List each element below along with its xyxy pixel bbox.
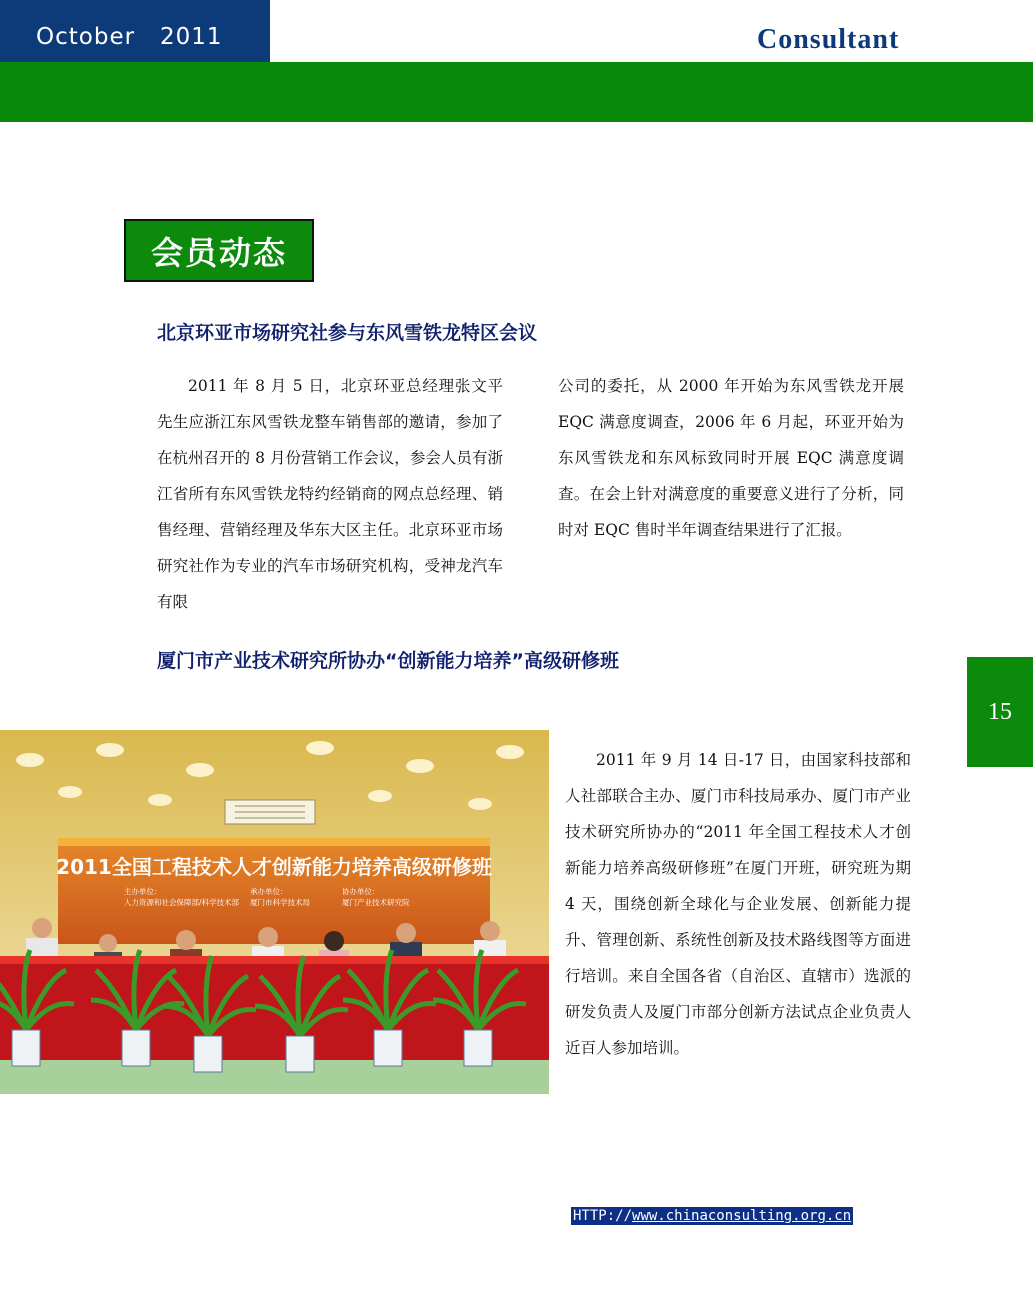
header-band bbox=[0, 62, 1033, 122]
banner-title: 2011全国工程技术人才创新能力培养高级研修班 bbox=[56, 855, 492, 879]
banner-org1-name: 人力资源和社会保障部/科学技术部 bbox=[124, 898, 240, 907]
page-number-tab: 15 bbox=[967, 657, 1033, 767]
article-2-body: 2011 年 9 月 14 日-17 日，由国家科技部和人社部联合主办、厦门市科技局承办、厦门市产业技术研究所协办的“2011 年全国工程技术人才创新能力培养高级研修班”在厦门开班，研究班为期 4 天，围绕创新全球化与企业发展、创新能力提升、管理创新、系统性创新及技术路线图等方面进行培训。来自全国各省（自治区、直辖市）选派的研发负责人及厦门市部分创新方法试点企业负责人近百人参加培训。 bbox=[565, 751, 911, 1057]
article-title-2: 厦门市产业技术研究所协办“创新能力培养”高级研修班 bbox=[157, 650, 619, 672]
banner-org1-label: 主办单位： bbox=[124, 887, 162, 896]
article-1-column-2: 公司的委托，从 2000 年开始为东风雪铁龙开展 EQC 满意度调查，2006 年 6 月起，环亚开始为东风雪铁龙和东风标致同时开展 EQC 满意度调查。在会上针对满意度的重要意义进行了分析，同时对 EQC 售时半年调查结果进行了汇报。 bbox=[558, 377, 904, 539]
article-title-1: 北京环亚市场研究社参与东风雪铁龙特区会议 bbox=[157, 322, 538, 344]
seminar-photo-illustration bbox=[0, 730, 549, 1094]
article-1-column-1: 2011 年 8 月 5 日，北京环亚总经理张文平先生应浙江东风雪铁龙整车销售部的邀请，参加了在杭州召开的 8 月份营销工作会议，参会人员有浙江省所有东风雪铁龙特约经销商的网点总经理、销售经理、营销经理及华东大区主任。北京环亚市场研究社作为专业的汽车市场研究机构，受神龙汽车有限 bbox=[157, 377, 503, 611]
footer-url-prefix: HTTP:// bbox=[573, 1208, 633, 1224]
footer-url[interactable] bbox=[571, 1207, 853, 1225]
magazine-title: Consultant bbox=[757, 24, 900, 55]
seminar-photo bbox=[0, 730, 549, 1094]
section-title: 会员动态 bbox=[124, 219, 314, 282]
issue-date: October 2011 bbox=[0, 0, 270, 62]
banner-org2-label: 承办单位： bbox=[250, 887, 288, 896]
banner-org3-name: 厦门产业技术研究院 bbox=[342, 898, 410, 907]
banner-org3-label: 协办单位： bbox=[342, 887, 380, 896]
banner-org2-name: 厦门市科学技术局 bbox=[250, 898, 310, 907]
website-link[interactable]: www.chinaconsulting.org.cn bbox=[632, 1208, 852, 1224]
